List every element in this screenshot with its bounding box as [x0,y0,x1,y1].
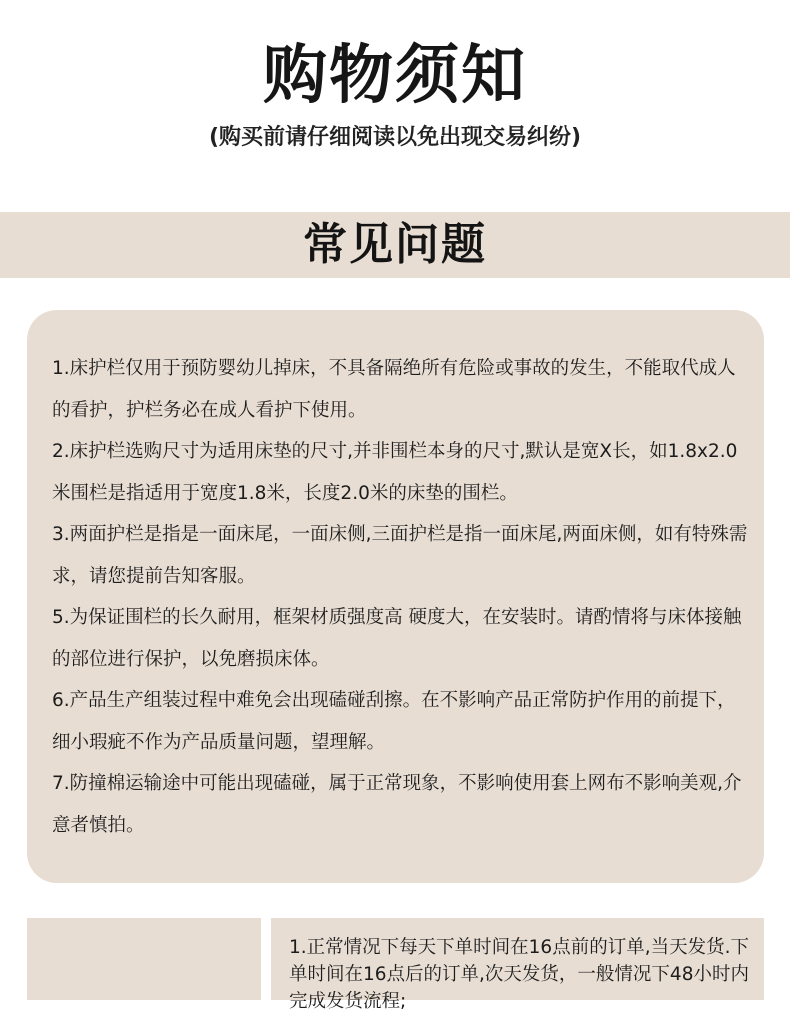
shipping-text: 1.正常情况下每天下单时间在16点前的订单,当天发货.下单时间在16点后的订单,次天发货，一般情况下48小时内完成发货流程; [289,937,749,1012]
section-header-band [0,212,790,278]
faq-list [52,348,752,846]
shipping-label-panel [27,918,261,1000]
faq-item: 7.防撞棉运输途中可能出现磕碰，属于正常现象，不影响使用套上网布不影响美观,介意者慎拍。 [52,773,742,836]
faq-item: 1.床护栏仅用于预防婴幼儿掉床，不具备隔绝所有危险或事故的发生，不能取代成人的看护，护栏务必在成人看护下使用。 [52,358,736,421]
page-subtitle: (购买前请仔细阅读以免出现交易纠纷) [208,125,582,150]
faq-item: 3.两面护栏是指是一面床尾，一面床侧,三面护栏是指一面床尾,两面床侧，如有特殊需求，请您提前告知客服。 [52,524,748,587]
faq-item: 6.产品生产组装过程中难免会出现磕碰刮擦。在不影响产品正常防护作用的前提下，细小瑕疵不作为产品质量问题，望理解。 [52,690,736,753]
shipping-info-panel [271,918,764,1012]
page-title: 购物须知 [263,39,527,113]
faq-item: 2.床护栏选购尺寸为适用床垫的尺寸,并非围栏本身的尺寸,默认是宽X长，如1.8x2.0米围栏是指适用于宽度1.8米，长度2.0米的床垫的围栏。 [52,441,738,504]
faq-card [27,310,764,883]
section-title: 常见问题 [303,219,487,270]
faq-item: 5.为保证围栏的长久耐用，框架材质强度高 硬度大，在安装时。请酌情将与床体接触的部位进行保护，以免磨损床体。 [52,607,742,670]
